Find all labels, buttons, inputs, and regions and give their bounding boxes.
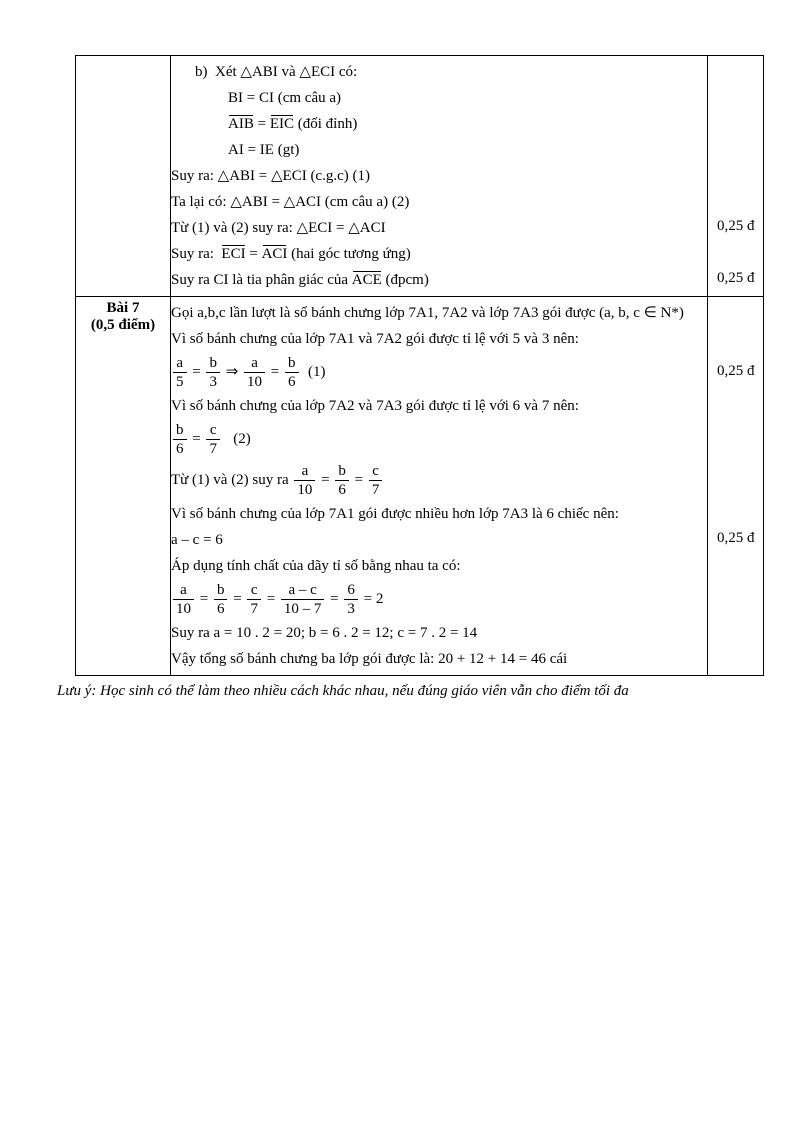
fraction-numerator: b bbox=[173, 421, 187, 440]
solution-line: BI = CI (cm câu a) bbox=[228, 90, 341, 106]
fraction bbox=[244, 354, 265, 391]
angle-notation: ACI bbox=[261, 246, 288, 262]
question-label: Bài 7 bbox=[106, 300, 140, 316]
points-value: 0,25 đ bbox=[717, 218, 755, 234]
question-label-cell bbox=[76, 56, 171, 297]
fraction-denominator: 6 bbox=[216, 601, 225, 617]
fraction-numerator: b bbox=[335, 462, 349, 481]
fraction-numerator: a bbox=[244, 354, 265, 373]
fraction bbox=[369, 462, 383, 499]
solution-line: Vì số bánh chưng của lớp 7A2 và 7A3 gói được tỉ lệ với 6 và 7 nên: bbox=[171, 398, 579, 414]
fraction bbox=[344, 581, 358, 618]
answer-table bbox=[75, 55, 764, 676]
answer-table-body bbox=[76, 56, 764, 676]
angle-notation: ECI bbox=[221, 246, 246, 262]
fraction-numerator: b bbox=[214, 581, 228, 600]
fraction-denominator: 7 bbox=[250, 601, 258, 617]
solution-line: Ta lại có: △ABI = △ACI (cm câu a) (2) bbox=[171, 194, 410, 210]
fraction-denominator: 7 bbox=[371, 482, 380, 498]
fraction bbox=[281, 581, 325, 618]
solution-line: Vì số bánh chưng của lớp 7A1 gói được nhiều hơn lớp 7A3 là 6 chiếc nên: bbox=[171, 506, 619, 522]
fraction-numerator: a bbox=[173, 581, 194, 600]
fraction bbox=[335, 462, 349, 499]
solution-line: b) Xét △ABI và △ECI có: bbox=[195, 64, 358, 80]
fraction-denominator: 6 bbox=[176, 441, 184, 457]
fraction bbox=[173, 581, 194, 618]
question-label: (0,5 điểm) bbox=[90, 317, 156, 333]
solution-line: a – c = 6 bbox=[171, 532, 223, 548]
angle-notation: AIB bbox=[228, 116, 254, 132]
points-cell bbox=[708, 56, 764, 297]
solution-line: Vậy tổng số bánh chưng ba lớp gói được là: 20 + 12 + 14 = 46 cái bbox=[171, 651, 568, 667]
solution-line: AI = IE (gt) bbox=[228, 142, 300, 158]
fraction bbox=[206, 354, 220, 391]
fraction-denominator: 7 bbox=[209, 441, 217, 457]
points-value: 0,25 đ bbox=[717, 530, 755, 546]
fraction-numerator: b bbox=[285, 354, 299, 373]
solution-cell bbox=[171, 56, 708, 297]
solution-line: $\frac{a}{5}$ = $\frac{b}{3}$ ⇒ $\frac{a}{10}$ = $\frac{b}{6}$ (1) bbox=[171, 352, 707, 393]
solution-line: Từ (1) và (2) suy ra: △ECI = △ACI bbox=[171, 220, 386, 236]
fraction-denominator: 10 bbox=[247, 374, 263, 390]
fraction bbox=[173, 354, 187, 391]
fraction-denominator: 10 bbox=[176, 601, 191, 617]
fraction-denominator: 10 – 7 bbox=[283, 601, 322, 617]
fraction-numerator: a bbox=[294, 462, 315, 481]
table-row bbox=[76, 56, 764, 297]
fraction-numerator: c bbox=[206, 421, 220, 440]
question-label-cell bbox=[76, 297, 171, 676]
fraction-numerator: b bbox=[206, 354, 220, 373]
fraction bbox=[294, 462, 315, 499]
fraction-numerator: a bbox=[173, 354, 187, 373]
points-cell bbox=[708, 297, 764, 676]
solution-line: Suy ra: ECI = ACI (hai góc tương ứng) bbox=[171, 246, 411, 262]
solution-line: AIB = EIC (đối đỉnh) bbox=[228, 116, 358, 132]
table-row bbox=[76, 297, 764, 676]
solution-line: Gọi a,b,c lần lượt là số bánh chưng lớp 7A1, 7A2 và lớp 7A3 gói được (a, b, c ∈ N*) bbox=[171, 305, 684, 321]
fraction-denominator: 6 bbox=[338, 482, 346, 498]
angle-notation: ACE bbox=[351, 272, 382, 288]
teacher-note: Lưu ý: Học sinh có thể làm theo nhiều cách khác nhau, nếu đúng giáo viên vẫn cho điểm tối đa bbox=[57, 683, 629, 699]
fraction-denominator: 5 bbox=[176, 374, 184, 390]
solution-line: Suy ra a = 10 . 2 = 20; b = 6 . 2 = 12; c = 7 . 2 = 14 bbox=[171, 625, 478, 641]
fraction-numerator: c bbox=[247, 581, 261, 600]
points-value: 0,25 đ bbox=[717, 362, 755, 379]
points-value: 0,25 đ bbox=[717, 270, 755, 286]
fraction bbox=[285, 354, 299, 391]
fraction bbox=[247, 581, 261, 618]
fraction-denominator: 10 bbox=[297, 482, 313, 498]
solution-line: Từ (1) và (2) suy ra $\frac{a}{10}$ = $\frac{b}{6}$ = $\frac{c}{7}$ bbox=[171, 460, 707, 501]
solution-line: $\frac{b}{6}$ = $\frac{c}{7}$ (2) bbox=[171, 419, 707, 460]
fraction bbox=[206, 421, 220, 458]
fraction-denominator: 3 bbox=[347, 601, 355, 617]
solution-cell bbox=[171, 297, 708, 676]
solution-line: $\frac{a}{10}$ = $\frac{b}{6}$ = $\frac{c}{7}$ = $\frac{a - c}{10 - 7}$ = $\frac{6}{3}$ = 2 bbox=[171, 579, 707, 620]
fraction-denominator: 3 bbox=[209, 374, 217, 390]
angle-notation: EIC bbox=[269, 116, 294, 132]
solution-line: Vì số bánh chưng của lớp 7A1 và 7A2 gói được tỉ lệ với 5 và 3 nên: bbox=[171, 331, 579, 347]
fraction-denominator: 6 bbox=[288, 374, 296, 390]
solution-line: Suy ra CI là tia phân giác của ACE (đpcm) bbox=[171, 272, 429, 288]
fraction-numerator: 6 bbox=[344, 581, 358, 600]
solution-line: Suy ra: △ABI = △ECI (c.g.c) (1) bbox=[171, 168, 370, 184]
solution-line: Áp dụng tính chất của dãy tỉ số bằng nhau ta có: bbox=[171, 558, 461, 574]
fraction bbox=[173, 421, 187, 458]
fraction-numerator: a – c bbox=[281, 581, 325, 600]
fraction bbox=[214, 581, 228, 618]
fraction-numerator: c bbox=[369, 462, 383, 481]
